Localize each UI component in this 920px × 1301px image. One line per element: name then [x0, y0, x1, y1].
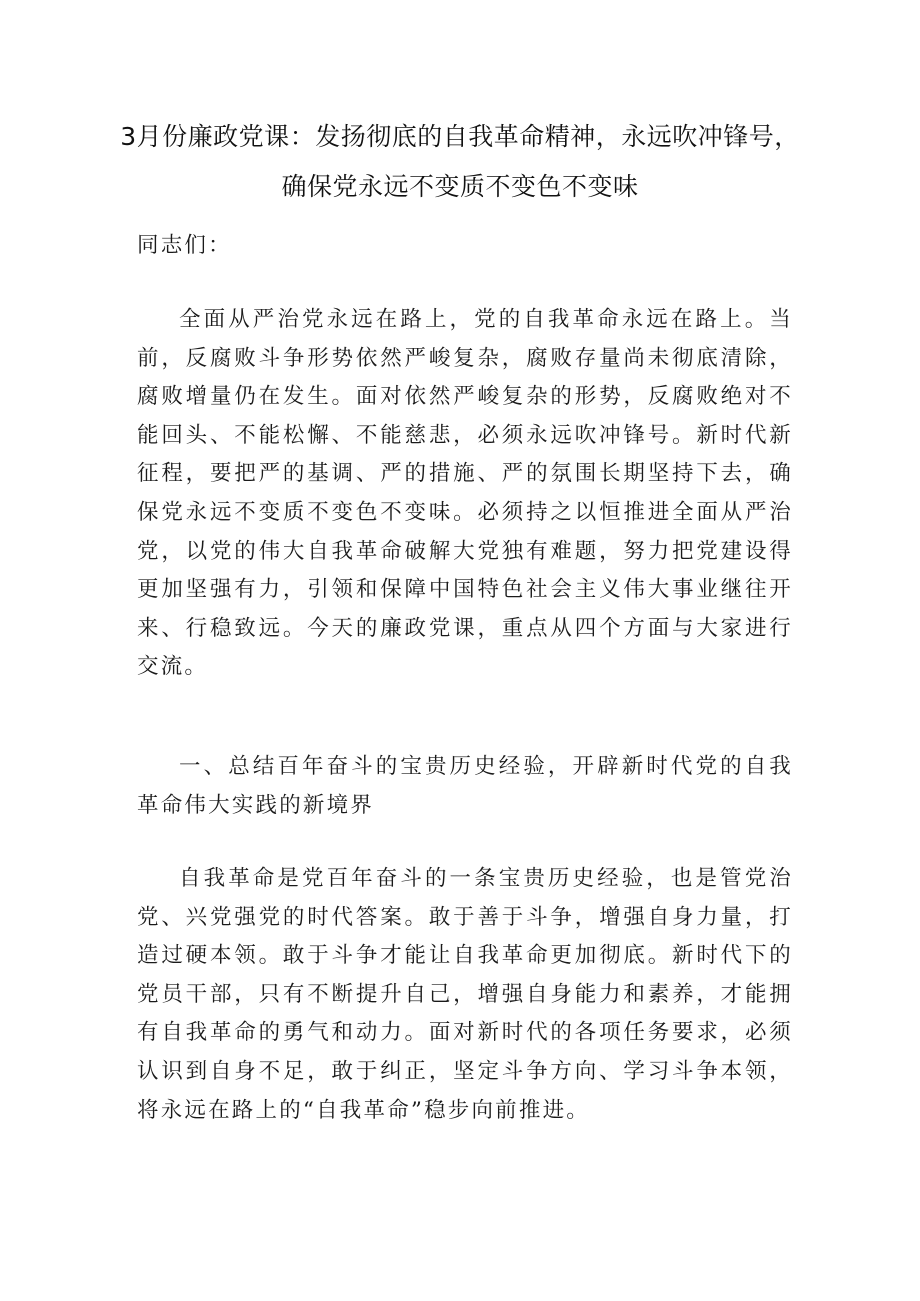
- section-heading-1: 一、总结百年奋斗的宝贵历史经验，开辟新时代党的自我革命伟大实践的新境界: [137, 754, 793, 818]
- document-title: 3月份廉政党课：发扬彻底的自我革命精神，永远吹冲锋号，确保党永远不变质不变色不变味: [120, 122, 800, 201]
- paragraph-section-1: 自我革命是党百年奋斗的一条宝贵历史经验，也是管党治党、兴党强党的时代答案。敢于善于斗争，增强自身力量，打造过硬本领。敢于斗争才能让自我革命更加彻底。新时代下的党员干部，只有不断提升自己，增强自身能力和素养，才能拥有自我革命的勇气和动力。面对新时代的各项任务要求，必须认识到自身不足，敢于纠正，坚定斗争方向、学习斗争本领，将永远在路上的“自我革命”稳步向前推进。: [137, 866, 793, 1123]
- paragraph-intro: 全面从严治党永远在路上，党的自我革命永远在路上。当前，反腐败斗争形势依然严峻复杂，腐败存量尚未彻底清除，腐败增量仍在发生。面对依然严峻复杂的形势，反腐败绝对不能回头、不能松懈、不能慈悲，必须永远吹冲锋号。新时代新征程，要把严的基调、严的措施、严的氛围长期坚持下去，确保党永远不变质不变色不变味。必须持之以恒推进全面从严治党，以党的伟大自我革命破解大党独有难题，努力把党建设得更加坚强有力，引领和保障中国特色社会主义伟大事业继往开来、行稳致远。今天的廉政党课，重点从四个方面与大家进行交流。: [137, 307, 793, 680]
- greeting: 同志们：: [137, 233, 232, 258]
